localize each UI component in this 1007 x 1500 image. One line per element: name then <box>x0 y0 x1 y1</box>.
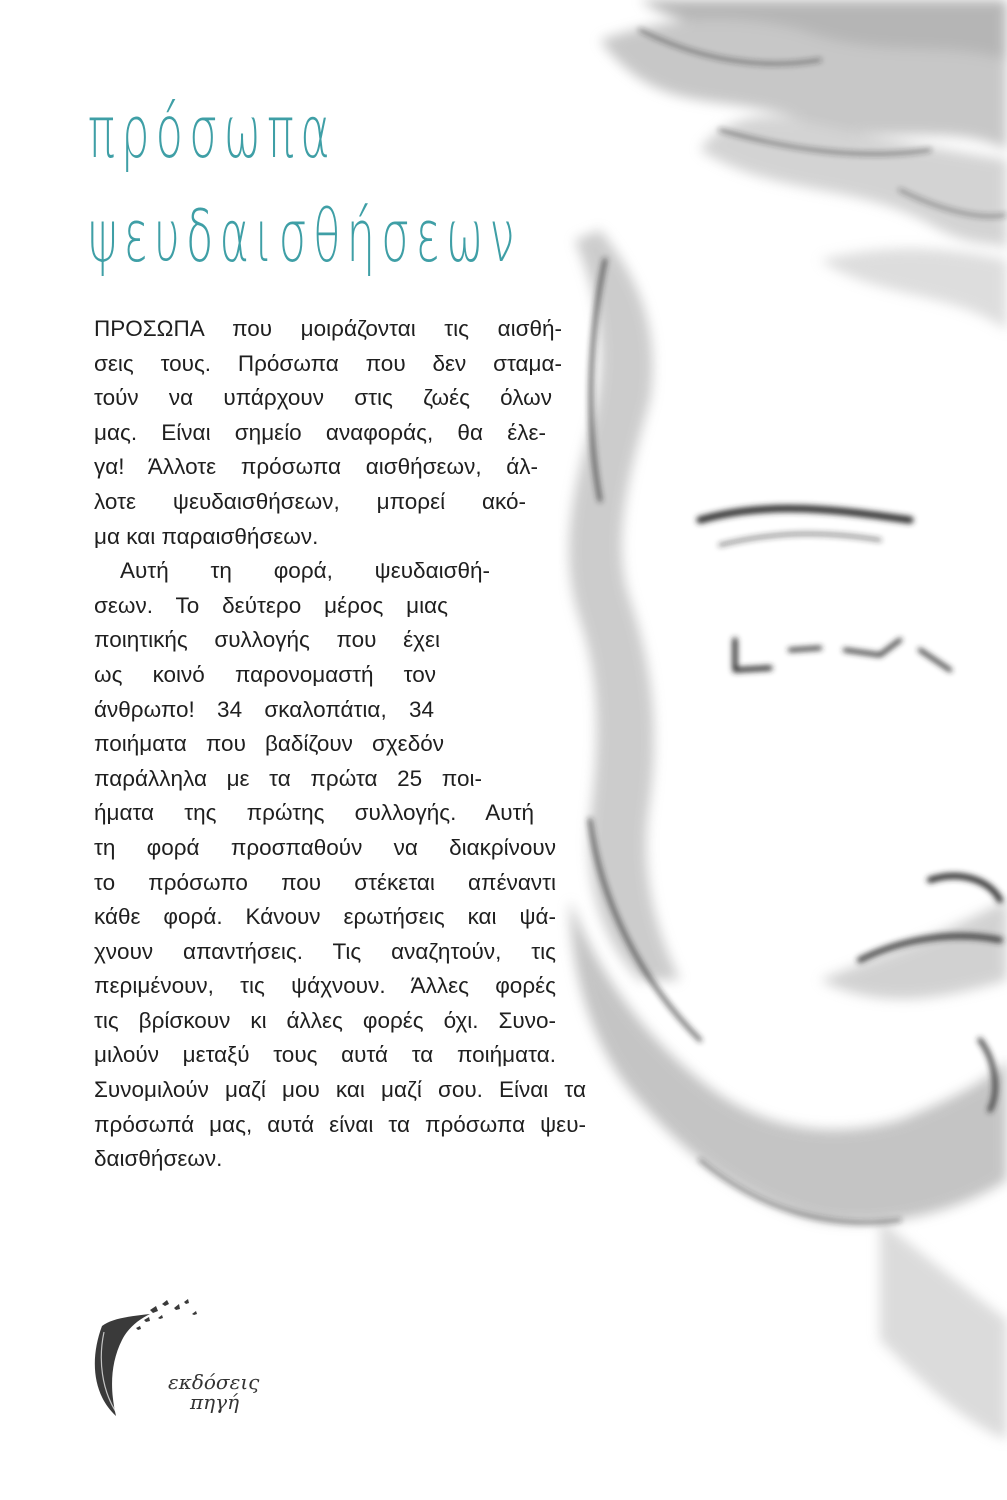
blurb-line: μιλούν μεταξύ τους αυτά τα ποιήματα. <box>94 1042 556 1068</box>
blurb-line: δαισθήσεων. <box>94 1146 223 1172</box>
blurb-line: ήματα της πρώτης συλλογής. Αυτή <box>94 800 534 826</box>
blurb-line: άνθρωπο! 34 σκαλοπάτια, 34 <box>94 696 434 722</box>
book-title <box>88 80 521 288</box>
blurb-line: γα! Άλλοτε πρόσωπα αισθήσεων, άλ- <box>94 454 538 480</box>
blurb-line: ποιητικής συλλογής που έχει <box>94 627 440 653</box>
blurb-line: το πρόσωπο που στέκεται απέναντι <box>94 869 556 895</box>
title-line-1: πρόσωπα <box>88 90 336 174</box>
blurb-line: ΠΡΟΣΩΠΑ που μοιράζονται τις αισθή- <box>94 316 562 341</box>
blurb-line: τη φορά προσπαθούν να διακρίνουν <box>94 834 556 860</box>
publisher-line-1: εκδόσεις <box>168 1370 260 1394</box>
blurb-line: λοτε ψευδαισθήσεων, μπορεί ακό- <box>94 488 526 514</box>
blurb-line: περιμένουν, τις ψάχνουν. Άλλες φορές <box>94 973 556 999</box>
back-cover-blurb <box>94 312 586 1177</box>
publisher-name <box>168 1372 259 1412</box>
blurb-line: κάθε φορά. Κάνουν ερωτήσεις και ψά- <box>94 904 556 930</box>
blurb-line: τούν να υπάρχουν στις ζωές όλων <box>94 385 552 411</box>
blurb-line: παράλληλα με τα πρώτα 25 ποι- <box>94 765 482 791</box>
blurb-line: τις βρίσκουν κι άλλες φορές όχι. Συνο- <box>94 1007 556 1033</box>
blurb-line: Αυτή τη φορά, ψευδαισθή- <box>120 558 490 584</box>
blurb-line: μα και παραισθήσεων. <box>94 523 319 549</box>
publisher-line-2: πηγή <box>190 1390 240 1414</box>
blurb-line: σεων. Το δεύτερο μέρος μιας <box>94 592 448 618</box>
blurb-line: πρόσωπά μας, αυτά είναι τα πρόσωπα ψευ- <box>94 1111 586 1137</box>
blurb-line: Συνομιλούν μαζί μου και μαζί σου. Είναι τα <box>94 1077 586 1103</box>
blurb-line: μας. Είναι σημείο αναφοράς, θα έλε- <box>94 419 546 445</box>
blurb-line: ποιήματα που βαδίζουν σχεδόν <box>94 731 444 757</box>
blurb-line: χνουν απαντήσεις. Τις αναζητούν, τις <box>94 938 556 964</box>
blurb-line: ως κοινό παρονομαστή τον <box>94 661 436 687</box>
blurb-line: σεις τους. Πρόσωπα που δεν σταμα- <box>94 350 562 376</box>
title-line-2: ψευδαισθήσεων <box>88 194 521 278</box>
